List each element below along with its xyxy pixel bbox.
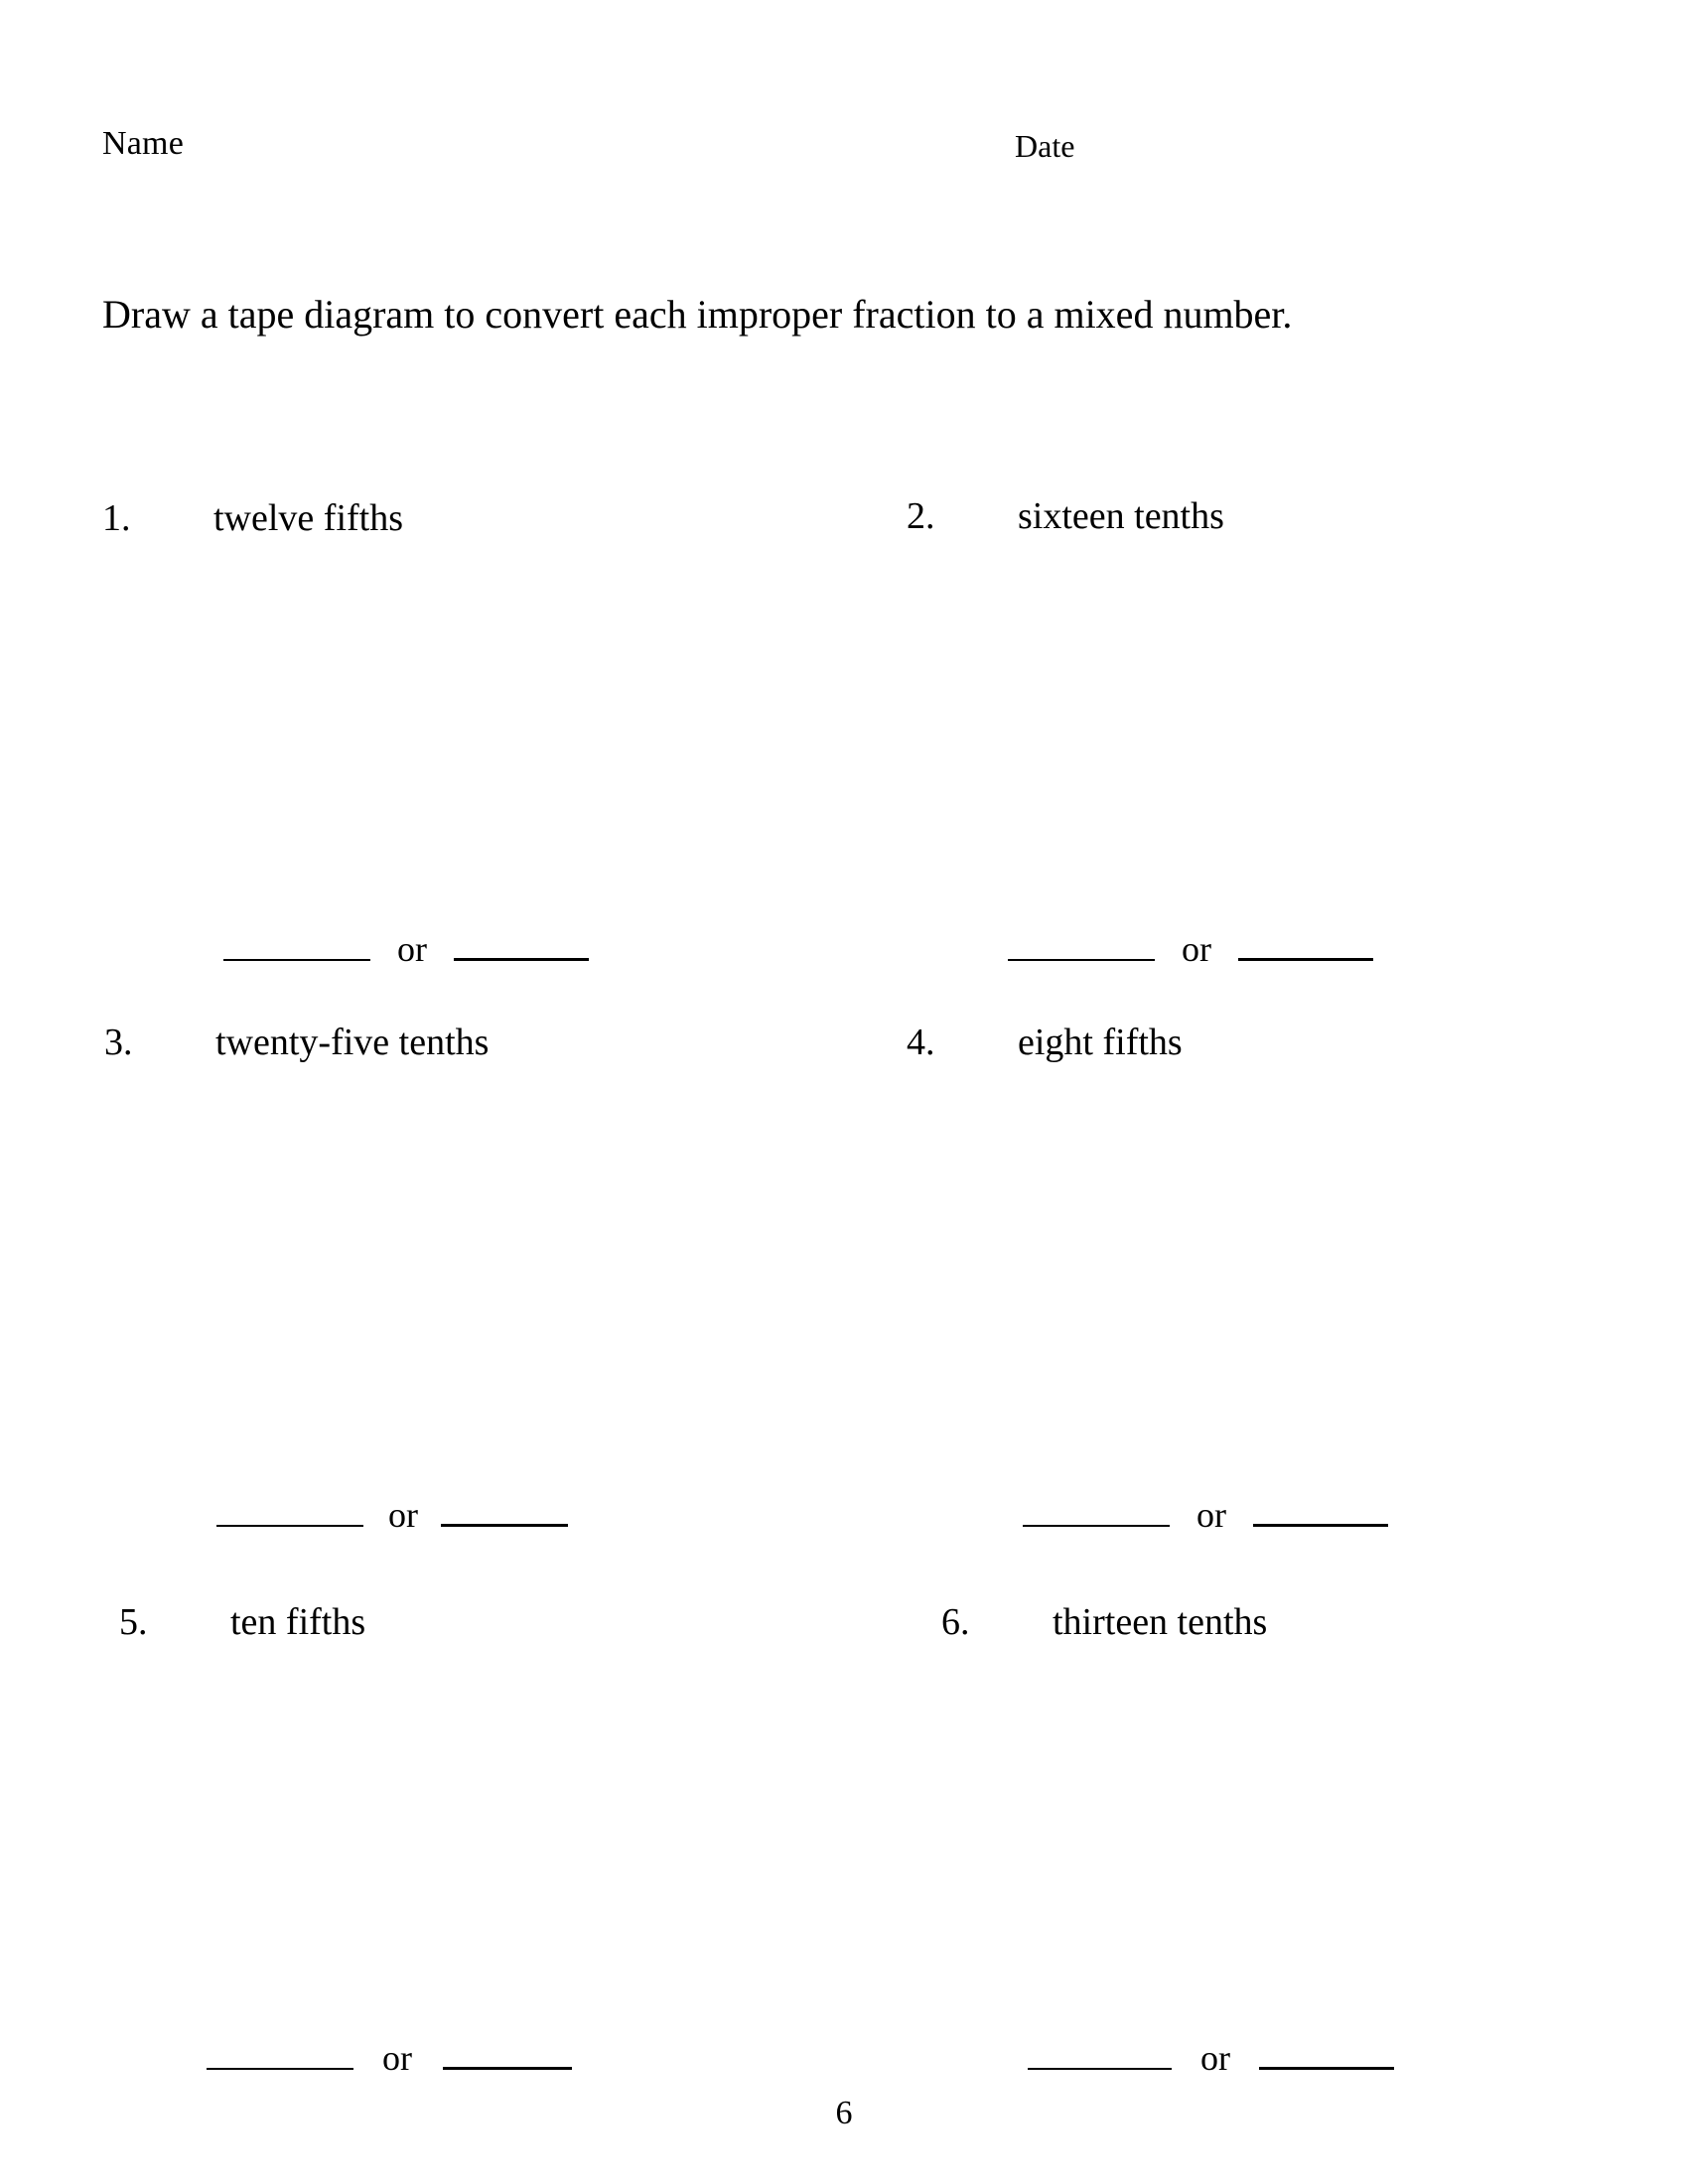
problem-5-text: ten fifths: [230, 1601, 366, 1643]
problem-3-answer-blank-a[interactable]: [216, 1495, 363, 1527]
problem-6-heading: [941, 1600, 1267, 1644]
problem-1-text: twelve fifths: [213, 497, 404, 539]
problem-2-answer-blank-a[interactable]: [1008, 929, 1155, 961]
problem-1-or-label: or: [397, 929, 427, 969]
problem-4-text: eight fifths: [1018, 1022, 1183, 1063]
problem-5-answer-row: [207, 2037, 572, 2078]
problem-5-answer-blank-a[interactable]: [207, 2038, 353, 2070]
page-number: 6: [835, 2095, 853, 2131]
problem-4-answer-row: [1023, 1494, 1388, 1535]
problem-5-answer-blank-b[interactable]: [443, 2037, 572, 2070]
problem-1-number: 1.: [102, 497, 131, 539]
problem-4-tape-diagram-workspace[interactable]: [907, 1070, 1602, 1368]
problem-4-answer-blank-b[interactable]: [1253, 1494, 1388, 1527]
problem-6-answer-row: [1028, 2037, 1394, 2078]
problem-2-or-label: or: [1182, 929, 1211, 969]
problem-6-text: thirteen tenths: [1053, 1601, 1268, 1643]
problem-6-answer-blank-b[interactable]: [1259, 2037, 1394, 2070]
problem-2-answer-row: [1008, 928, 1373, 969]
problem-3-number: 3.: [104, 1022, 133, 1063]
problem-3-heading: [104, 1021, 489, 1064]
problem-3-answer-row: [216, 1494, 568, 1535]
name-label: Name: [102, 125, 184, 162]
problem-5-number: 5.: [119, 1601, 148, 1643]
problem-2-text: sixteen tenths: [1018, 495, 1224, 537]
problem-1-answer-row: [223, 928, 589, 969]
problem-2-tape-diagram-workspace[interactable]: [907, 544, 1602, 842]
problem-4-answer-blank-a[interactable]: [1023, 1495, 1170, 1527]
problem-4-number: 4.: [907, 1022, 935, 1063]
date-label: Date: [1015, 128, 1075, 164]
problem-1-answer-blank-a[interactable]: [223, 929, 370, 961]
problem-1-tape-diagram-workspace[interactable]: [102, 546, 797, 844]
problem-1-heading: [102, 496, 403, 540]
problem-5-tape-diagram-workspace[interactable]: [119, 1650, 814, 1948]
problem-4-or-label: or: [1196, 1495, 1226, 1535]
problem-3-answer-blank-b[interactable]: [441, 1494, 568, 1527]
problem-5-heading: [119, 1600, 365, 1644]
problem-2-number: 2.: [907, 495, 935, 537]
problem-6-answer-blank-a[interactable]: [1028, 2038, 1172, 2070]
problem-3-text: twenty-five tenths: [215, 1022, 490, 1063]
problem-6-number: 6.: [941, 1601, 970, 1643]
problem-3-or-label: or: [388, 1495, 418, 1535]
problem-1-answer-blank-b[interactable]: [454, 928, 589, 961]
problem-5-or-label: or: [382, 2038, 412, 2078]
problem-6-or-label: or: [1200, 2038, 1230, 2078]
problem-2-answer-blank-b[interactable]: [1238, 928, 1373, 961]
problem-4-heading: [907, 1021, 1183, 1064]
problem-2-heading: [907, 494, 1224, 538]
instruction-text: Draw a tape diagram to convert each improper fraction to a mixed number.: [102, 292, 1293, 337]
problem-6-tape-diagram-workspace[interactable]: [941, 1650, 1636, 1948]
problem-3-tape-diagram-workspace[interactable]: [104, 1070, 799, 1368]
